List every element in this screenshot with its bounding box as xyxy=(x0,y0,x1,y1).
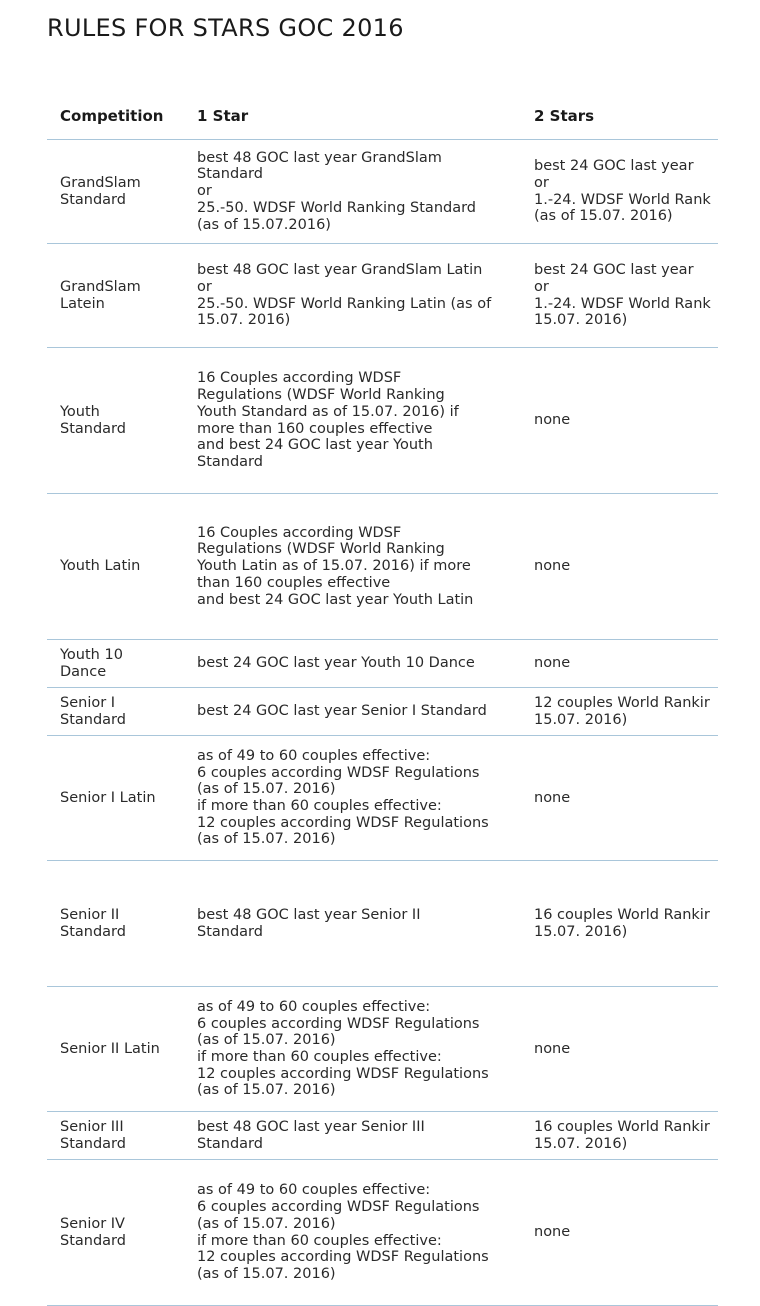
cell-text-line: Youth xyxy=(60,403,100,420)
cell-text-line: (as of 15.07. 2016) xyxy=(197,1215,336,1232)
one-star-cell xyxy=(184,736,520,861)
cell-text-line: Youth Standard as of 15.07. 2016) if xyxy=(197,403,459,420)
one-star-cell xyxy=(184,1112,520,1160)
cell-text-line: Senior III xyxy=(60,1118,124,1135)
cell-text-line: Standard xyxy=(60,1135,126,1152)
cell-text-line: (as of 15.07. 2016) xyxy=(197,831,336,848)
cell-text-line: than 160 couples effective xyxy=(197,574,391,591)
one-star-cell xyxy=(184,861,520,987)
competition-cell xyxy=(47,736,184,861)
cell-text-line: more than 160 couples effective xyxy=(197,420,433,437)
cell-text-line: Senior I xyxy=(60,694,116,711)
one-star-cell xyxy=(184,987,520,1112)
two-stars-cell xyxy=(520,736,718,861)
cell-text-line: best 48 GOC last year GrandSlam Latin xyxy=(197,262,483,279)
cell-text-line: as of 49 to 60 couples effective: xyxy=(197,1182,431,1199)
cell-text-line: as of 49 to 60 couples effective: xyxy=(197,747,431,764)
one-star-cell xyxy=(184,494,520,640)
cell-text-line: best 24 GOC last year xyxy=(534,262,694,279)
competition-cell xyxy=(47,861,184,987)
one-star-cell xyxy=(184,244,520,348)
table-row xyxy=(47,987,718,1112)
cell-text-line: 15.07. 2016) xyxy=(534,1135,628,1152)
two-stars-cell xyxy=(520,494,718,640)
cell-text-line: Regulations (WDSF World Ranking xyxy=(197,387,445,404)
cell-text-line: Standard xyxy=(197,453,263,470)
two-stars-cell xyxy=(520,1112,718,1160)
cell-text-line: 16 Couples according WDSF xyxy=(197,370,402,387)
cell-text-line: (as of 15.07. 2016) xyxy=(197,1082,336,1099)
cell-text-line: 25.-50. WDSF World Ranking Latin (as of xyxy=(197,295,492,312)
competition-cell xyxy=(47,640,184,688)
cell-text-line: best 24 GOC last year Youth 10 Dance xyxy=(197,655,475,672)
table-row xyxy=(47,348,718,494)
cell-text-line: (as of 15.07. 2016) xyxy=(197,1265,336,1282)
table-row xyxy=(47,244,718,348)
competition-cell xyxy=(47,987,184,1112)
table-row xyxy=(47,688,718,736)
cell-text-line: or xyxy=(197,278,212,295)
cell-text-line: 15.07. 2016) xyxy=(534,923,628,940)
cell-text-line: 6 couples according WDSF Regulations xyxy=(197,1199,480,1216)
table-header-row xyxy=(47,92,718,140)
two-stars-cell xyxy=(520,861,718,987)
cell-text-line: best 24 GOC last year xyxy=(534,158,694,175)
cell-text-line: (as of 15.07. 2016) xyxy=(534,208,673,225)
stars-table-container xyxy=(47,92,718,1306)
competition-cell xyxy=(47,140,184,244)
cell-text-line: 1.-24. WDSF World Rank xyxy=(534,295,711,312)
one-star-cell xyxy=(184,140,520,244)
table-row xyxy=(47,1160,718,1306)
cell-text-line: 6 couples according WDSF Regulations xyxy=(197,764,480,781)
two-stars-cell xyxy=(520,348,718,494)
cell-text-line: Dance xyxy=(60,663,107,680)
table-body xyxy=(47,140,718,1306)
table-row xyxy=(47,1112,718,1160)
cell-text-line: best 48 GOC last year GrandSlam xyxy=(197,149,442,166)
one-star-cell xyxy=(184,348,520,494)
cell-text-line: Senior IV xyxy=(60,1215,125,1232)
cell-text-line: none xyxy=(534,789,571,806)
competition-cell xyxy=(47,1112,184,1160)
cell-text-line: as of 49 to 60 couples effective: xyxy=(197,998,431,1015)
cell-text-line: 25.-50. WDSF World Ranking Standard xyxy=(197,199,477,216)
cell-text-line: Youth Latin xyxy=(60,558,141,575)
cell-text-line: GrandSlam xyxy=(60,278,141,295)
two-stars-cell xyxy=(520,1160,718,1306)
cell-text-line: GrandSlam xyxy=(60,174,141,191)
cell-text-line: best 24 GOC last year Senior I Standard xyxy=(197,703,487,720)
two-stars-cell xyxy=(520,244,718,348)
table-row xyxy=(47,140,718,244)
cell-text-line: Standard xyxy=(197,166,263,183)
cell-text-line: 12 couples according WDSF Regulations xyxy=(197,814,489,831)
cell-text-line: and best 24 GOC last year Youth Latin xyxy=(197,591,474,608)
cell-text-line: Latein xyxy=(60,295,105,312)
cell-text-line: or xyxy=(534,278,549,295)
cell-text-line: none xyxy=(534,1040,571,1057)
cell-text-line: if more than 60 couples effective: xyxy=(197,1232,442,1249)
cell-text-line: Senior II xyxy=(60,906,120,923)
cell-text-line: or xyxy=(197,183,212,200)
column-header-competition: Competition xyxy=(47,92,184,140)
competition-cell xyxy=(47,348,184,494)
cell-text-line: (as of 15.07. 2016) xyxy=(197,1032,336,1049)
two-stars-cell xyxy=(520,140,718,244)
cell-text-line: Youth Latin as of 15.07. 2016) if more xyxy=(197,558,471,575)
one-star-cell xyxy=(184,1160,520,1306)
cell-text-line: Regulations (WDSF World Ranking xyxy=(197,541,445,558)
competition-cell xyxy=(47,244,184,348)
cell-text-line: 15.07. 2016) xyxy=(197,312,291,329)
table-row xyxy=(47,640,718,688)
cell-text-line: Youth 10 xyxy=(60,646,123,663)
cell-text-line: if more than 60 couples effective: xyxy=(197,1049,442,1065)
cell-text-line: 15.07. 2016) xyxy=(534,711,628,728)
cell-text-line: or xyxy=(534,174,549,191)
cell-text-line: 12 couples World Rankir xyxy=(534,694,710,711)
cell-text-line: 15.07. 2016) xyxy=(534,312,628,329)
cell-text-line: if more than 60 couples effective: xyxy=(197,798,442,814)
cell-text-line: (as of 15.07.2016) xyxy=(197,216,331,233)
competition-cell xyxy=(47,688,184,736)
table-row xyxy=(47,494,718,640)
cell-text-line: best 48 GOC last year Senior III xyxy=(197,1118,425,1135)
cell-text-line: Standard xyxy=(197,1135,263,1152)
cell-text-line: Standard xyxy=(197,923,263,940)
two-stars-cell xyxy=(520,987,718,1112)
cell-text-line: none xyxy=(534,1224,571,1241)
two-stars-cell xyxy=(520,688,718,736)
two-stars-cell xyxy=(520,640,718,688)
column-header-2-stars: 2 Stars xyxy=(520,92,718,140)
stars-rules-table xyxy=(47,92,718,1306)
cell-text-line: 16 couples World Rankir xyxy=(534,1118,710,1135)
competition-cell xyxy=(47,494,184,640)
cell-text-line: Standard xyxy=(60,191,126,208)
one-star-cell xyxy=(184,640,520,688)
table-row xyxy=(47,736,718,861)
competition-cell xyxy=(47,1160,184,1306)
cell-text-line: Standard xyxy=(60,420,126,437)
column-header-1-star: 1 Star xyxy=(184,92,520,140)
cell-text-line: Senior I Latin xyxy=(60,789,156,806)
cell-text-line: and best 24 GOC last year Youth xyxy=(197,437,433,454)
cell-text-line: 12 couples according WDSF Regulations xyxy=(197,1065,489,1082)
cell-text-line: Senior II Latin xyxy=(60,1040,160,1057)
cell-text-line: Standard xyxy=(60,923,126,940)
one-star-cell xyxy=(184,688,520,736)
cell-text-line: 12 couples according WDSF Regulations xyxy=(197,1249,489,1266)
cell-text-line: Standard xyxy=(60,711,126,728)
cell-text-line: 6 couples according WDSF Regulations xyxy=(197,1015,480,1032)
table-row xyxy=(47,861,718,987)
cell-text-line: best 48 GOC last year Senior II xyxy=(197,906,421,923)
cell-text-line: (as of 15.07. 2016) xyxy=(197,781,336,798)
page-title: RULES FOR STARS GOC 2016 xyxy=(47,14,404,42)
cell-text-line: 16 Couples according WDSF xyxy=(197,524,402,541)
cell-text-line: 16 couples World Rankir xyxy=(534,906,710,923)
cell-text-line: none xyxy=(534,412,571,429)
cell-text-line: Standard xyxy=(60,1232,126,1249)
cell-text-line: 1.-24. WDSF World Rank xyxy=(534,191,711,208)
cell-text-line: none xyxy=(534,655,571,672)
cell-text-line: none xyxy=(534,558,571,575)
